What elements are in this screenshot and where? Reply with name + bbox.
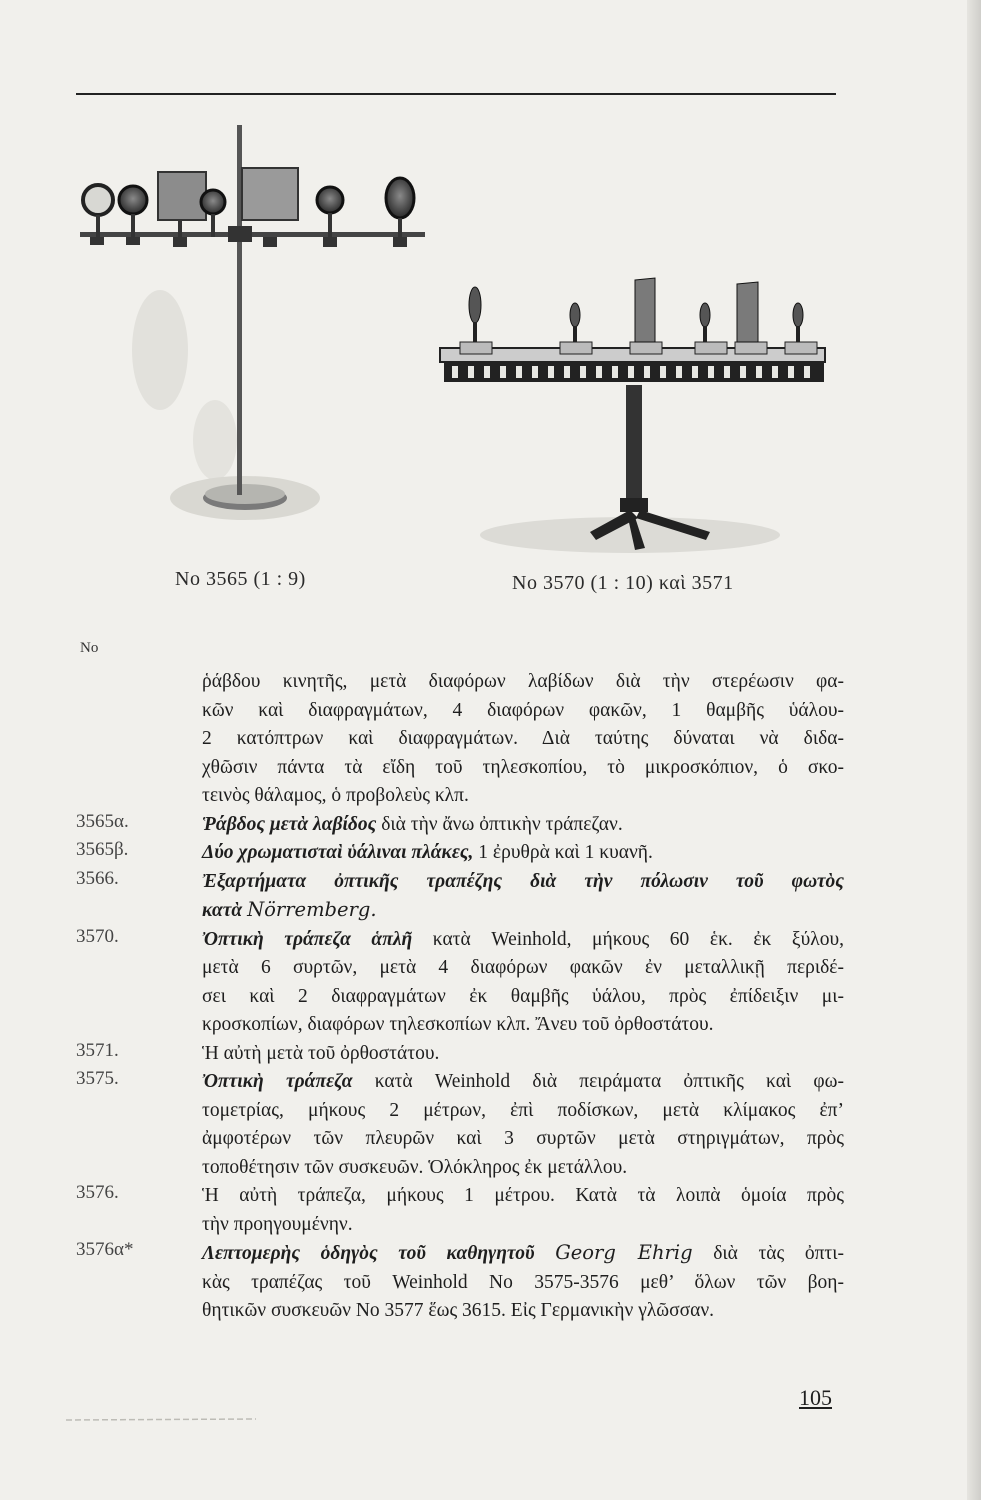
entry-text: τὴν προηγουμένην. [202, 1213, 353, 1235]
entry-line [202, 839, 844, 868]
figure-3565-optical-stand [70, 120, 440, 540]
catalogue-entry [72, 1040, 844, 1069]
catalogue-entry [72, 1182, 844, 1239]
entry-line [202, 1040, 844, 1069]
catalogue-entry [72, 668, 844, 811]
entry-number: 3576α* [76, 1239, 134, 1260]
page-number: 105 [799, 1385, 832, 1410]
entry-line [202, 668, 844, 697]
catalogue-entry [72, 811, 844, 840]
entry-line [202, 782, 844, 811]
entry-text: ῥάβδου κινητῆς, μετὰ διαφόρων λαβίδων διὰ τὴν στερέωσιν φα- [202, 671, 844, 692]
entry-line [202, 868, 844, 897]
entry-text: τομετρίας, μήκους 2 μέτρων, ἐπὶ ποδίσκων, μετὰ κλίμακος ἐπ’ [202, 1099, 844, 1121]
entry-text: τοποθέτησιν τῶν συσκευῶν. Ὁλόκληρος ἐκ μετάλλου. [202, 1156, 628, 1178]
margin-pencil-marks [66, 1412, 266, 1426]
entry-text: κατὰ Weinhold, μήκους 60 ἑκ. ἐκ ξύλου, [412, 928, 845, 950]
entry-text: Ἡ αὐτὴ τράπεζα, μήκους 1 μέτρου. Κατὰ τὰ λοιπὰ ὁμοία πρὸς [202, 1185, 844, 1206]
entry-title-text: Ῥάβδος μετὰ λαβίδος [202, 813, 377, 835]
entry-number: 3565β. [76, 839, 129, 860]
entry-text: κὰς τραπέζας τοῦ Weinhold No 3575-3576 μεθ’ ὅλων τῶν βοη- [202, 1271, 844, 1293]
catalogue-entry [72, 868, 844, 926]
entry-text: χθῶσιν πάντα τὰ εἴδη τοῦ τηλεσκοπίου, τὸ μικροσκόπιον, ὁ σκο- [202, 756, 844, 778]
entry-line [202, 983, 844, 1012]
entry-number: 3565α. [76, 810, 129, 832]
catalogue-entry [72, 839, 844, 868]
entry-line [202, 954, 844, 983]
catalogue-entries [72, 668, 844, 1326]
catalogue-entry [72, 926, 844, 1040]
entry-title-text: Ἐξαρτήματα ὀπτικῆς τραπέζης διὰ τὴν πόλωσιν τοῦ φωτὸς [202, 870, 844, 892]
figure-3570-optical-bench [430, 270, 835, 560]
entry-text: 1 ἐρυθρὰ καὶ 1 κυανῆ. [473, 842, 653, 863]
entry-line [202, 1182, 844, 1211]
entry-text: θητικῶν συσκευῶν No 3577 ἕως 3615. Εἰς Γερμανικὴν γλῶσσαν. [202, 1300, 715, 1321]
figure-caption-3570: No 3570 (1 : 10) καὶ 3571 [512, 572, 734, 594]
entry-line [202, 926, 844, 955]
entry-line [202, 1011, 844, 1040]
entry-text: διὰ τὰς ὀπτι- [692, 1243, 844, 1264]
entry-title-text: κατὰ [202, 900, 248, 921]
page-edge [967, 0, 981, 1500]
entry-title-text: Δύο χρωματισταὶ ὑάλιναι πλάκες, [202, 842, 474, 863]
entry-title-text: Ὀπτικὴ τράπεζα ἁπλῆ [202, 928, 413, 950]
entry-line [202, 1154, 844, 1183]
catalogue-entry [72, 1068, 844, 1182]
entry-number: 3570. [76, 925, 119, 947]
entry-line [202, 1239, 844, 1269]
figure-caption-3565: No 3565 (1 : 9) [175, 568, 306, 590]
entry-title-text: Λεπτομερὴς ὁδηγὸς τοῦ καθηγητοῦ [202, 1243, 556, 1264]
entry-line [202, 725, 844, 754]
entry-text: κατὰ Weinhold διὰ πειράματα ὀπτικῆς καὶ φω- [352, 1071, 844, 1092]
entry-title-text: Ὀπτικὴ τράπεζα [202, 1071, 353, 1092]
name-script-text: Nörremberg. [247, 898, 377, 921]
top-rule [76, 93, 836, 95]
entry-line [202, 811, 844, 840]
entry-line [202, 896, 844, 926]
entry-line [202, 754, 844, 783]
entry-text: κῶν καὶ διαφραγμάτων, 4 διαφόρων φακῶν, 1 θαμβῆς ὑάλου- [202, 699, 844, 721]
entry-line [202, 1269, 844, 1298]
entry-line [202, 1068, 844, 1097]
entry-text: μετὰ 6 συρτῶν, μετὰ 4 διαφόρων φακῶν ἐν μεταλλικῇ περιδέ- [202, 957, 844, 978]
entry-number: 3576. [76, 1182, 119, 1203]
entry-text: ἀμφοτέρων τῶν πλευρῶν καὶ 3 συρτῶν μετὰ στηριγμάτων, πρὸς [202, 1128, 844, 1149]
entry-number: 3566. [76, 867, 119, 889]
entry-text: διὰ τὴν ἄνω ὀπτικὴν τράπεζαν. [376, 813, 623, 835]
entry-line [202, 697, 844, 726]
column-header-no: No [80, 640, 99, 656]
entry-line [202, 1125, 844, 1154]
entry-line [202, 1297, 844, 1326]
entry-text: 2 κατόπτρων καὶ διαφραγμάτων. Διὰ ταύτης δύναται νὰ διδα- [202, 728, 844, 749]
name-script-text: Georg Ehrig [555, 1241, 693, 1264]
entry-text: Ἡ αὐτὴ μετὰ τοῦ ὀρθοστάτου. [202, 1042, 440, 1064]
entry-text: κροσκοπίων, διαφόρων τηλεσκοπίων κλπ. Ἄνευ τοῦ ὀρθοστάτου. [202, 1014, 714, 1035]
entry-text: τεινὸς θάλαμος, ὁ προβολεὺς κλπ. [202, 785, 469, 806]
entry-number: 3571. [76, 1039, 119, 1061]
entry-line [202, 1097, 844, 1126]
catalogue-entry [72, 1239, 844, 1326]
entry-number: 3575. [76, 1068, 119, 1089]
entry-line [202, 1211, 844, 1240]
entry-text: σει καὶ 2 διαφραγμάτων ἐκ θαμβῆς ὑάλου, πρὸς ἐπίδειξιν μι- [202, 985, 844, 1007]
